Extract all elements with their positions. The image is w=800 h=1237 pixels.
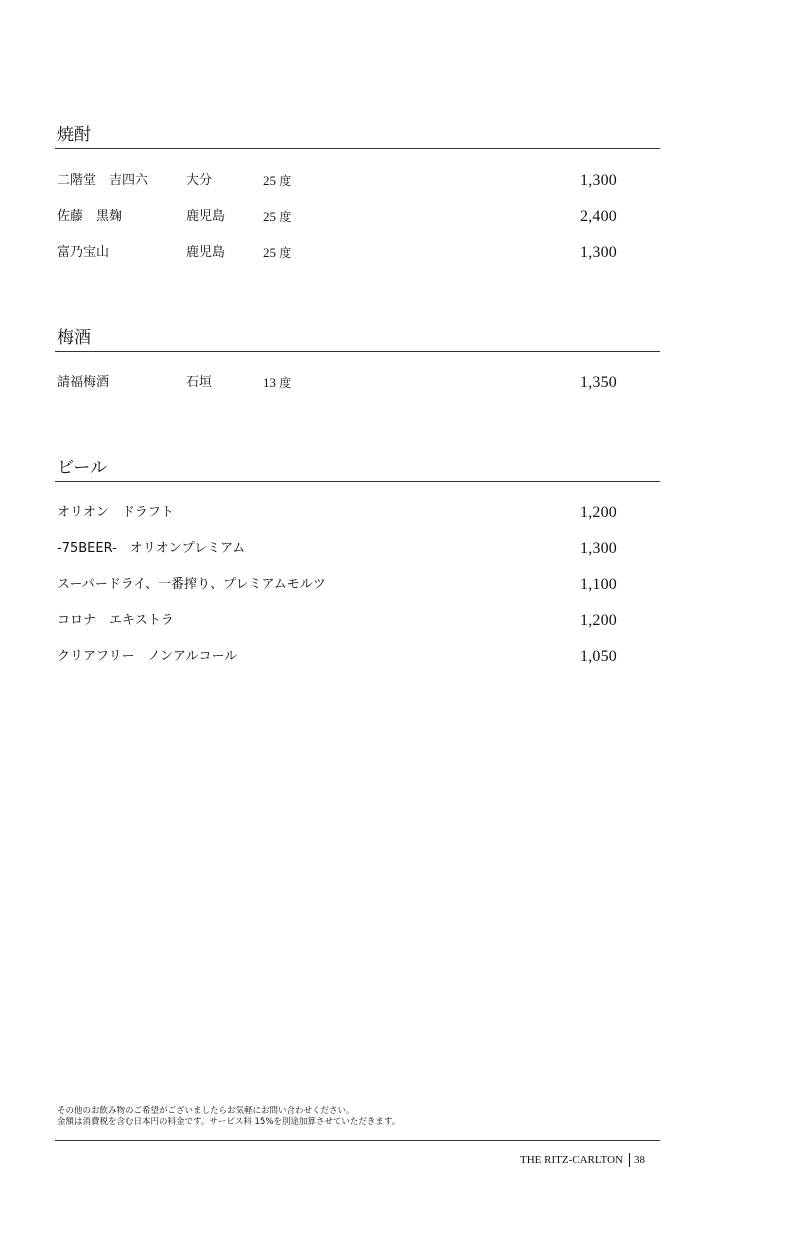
page-number: 38 [633,1154,645,1166]
item-name: -75BEER- オリオンプレミアム [57,541,246,556]
footer-notes [57,1106,400,1128]
item-price: 1,300 [580,172,617,189]
menu-item [55,574,660,596]
item-price: 1,300 [580,540,617,557]
menu-item [55,242,660,264]
item-region: 鹿児島 [186,209,226,224]
menu-item [55,372,660,394]
footer-divider [55,1140,660,1141]
brand-separator [629,1153,630,1167]
item-name: スーパードライ、一番搾り、プレミアムモルツ [57,577,326,592]
item-price: 1,050 [580,648,617,665]
menu-item [55,646,660,668]
item-abv: 25 度 [263,173,292,188]
section-shochu [55,124,660,261]
item-name: クリアフリー ノンアルコール [57,649,238,664]
item-price: 1,100 [580,576,617,593]
item-price: 1,300 [580,244,617,261]
menu-item [55,206,660,228]
menu-item [55,610,660,632]
section-beer [55,457,660,665]
item-name: 佐藤 黒麹 [57,209,123,224]
item-abv: 13 度 [263,375,292,390]
item-name: 二階堂 吉四六 [57,173,149,188]
section-umeshu [55,327,660,391]
menu-item [55,170,660,192]
menu-item [55,502,660,524]
item-name: コロナ エキストラ [57,613,174,628]
menu-item [55,538,660,560]
section-title: 梅酒 [55,327,660,352]
item-price: 1,200 [580,612,617,629]
item-region: 大分 [186,173,213,188]
item-name: オリオン ドラフト [57,505,174,520]
item-price: 2,400 [580,208,617,225]
item-price: 1,200 [580,504,617,521]
footer-note-tax: 金額は消費税を含む日本円の料金です。サービス料 15%を別途加算させていただきます。 [57,1117,401,1127]
item-abv: 25 度 [263,245,292,260]
brand-name: THE RITZ-CARLTON [520,1154,623,1166]
item-name: 富乃宝山 [57,245,110,260]
item-region: 鹿児島 [186,245,226,260]
section-title: 焼酎 [55,124,660,149]
item-name: 請福梅酒 [57,375,110,390]
section-title: ビール [55,457,660,482]
item-region: 石垣 [186,375,213,390]
footer-note-inquiry: その他のお飲み物のご希望がございましたらお気軽にお問い合わせください。 [57,1106,355,1116]
footer-brand [520,1153,645,1167]
item-price: 1,350 [580,374,617,391]
item-abv: 25 度 [263,209,292,224]
